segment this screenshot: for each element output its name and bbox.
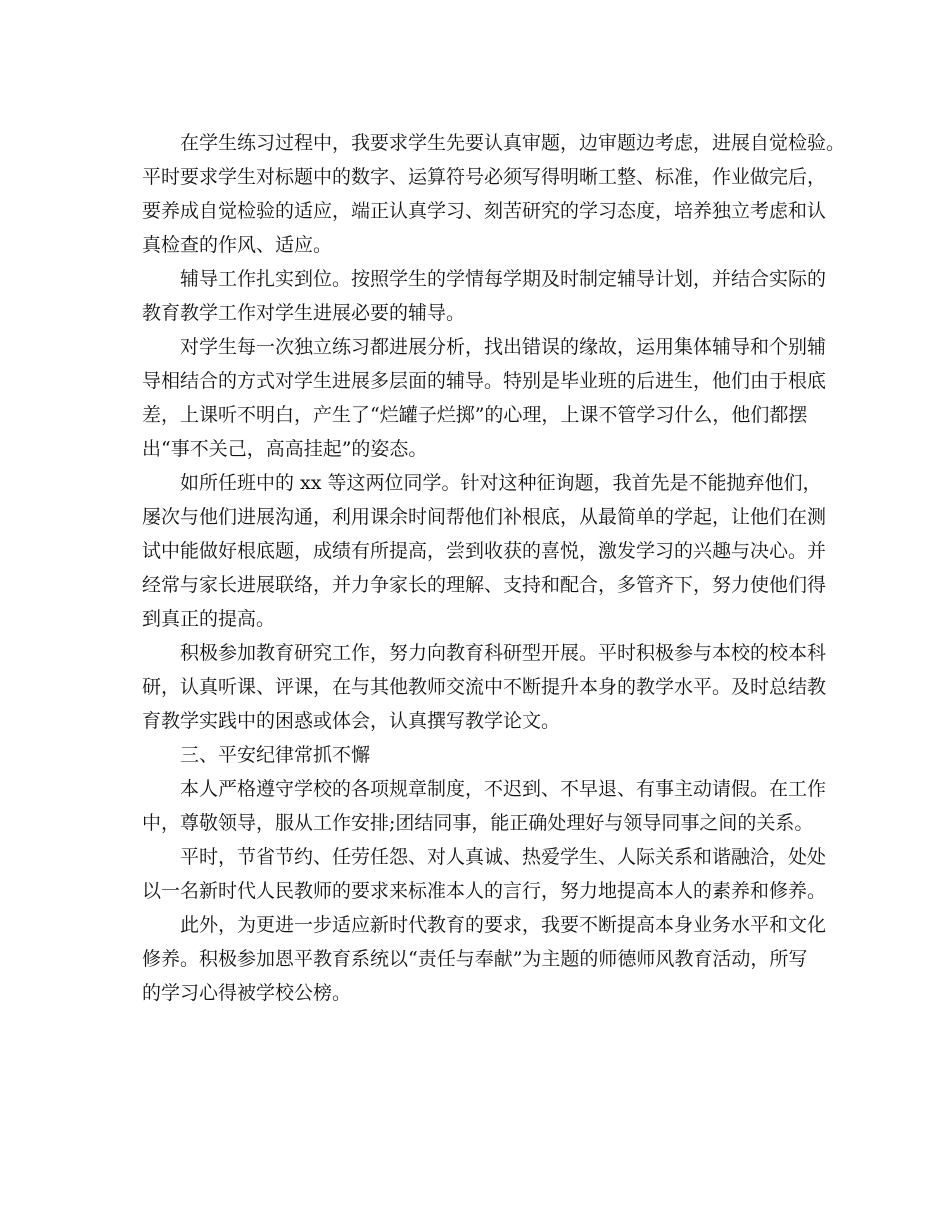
text-line: 的学习心得被学校公榜。 bbox=[142, 982, 352, 1004]
text-line: 对学生每一次独立练习都进展分析，找出错误的缘故，运用集体辅导和个别辅 bbox=[180, 336, 827, 358]
text-line: 差，上课听不明白，产生了“烂罐子烂掷”的心理，上课不管学习什么，他们都摆 bbox=[142, 404, 808, 426]
text-line: 育教学实践中的困惑或体会，认真撰写教学论文。 bbox=[142, 710, 561, 732]
text-line: 积极参加教育研究工作，努力向教育科研型开展。平时积极参与本校的校本科 bbox=[180, 642, 827, 664]
text-line: 要养成自觉检验的适应，端正认真学习、刻苦研究的学习态度，培养独立考虑和认 bbox=[142, 200, 827, 222]
text-line: 修养。积极参加恩平教育系统以“责任与奉献”为主题的师德师风教育活动，所写 bbox=[142, 948, 808, 970]
text-line: 真检查的作风、适应。 bbox=[142, 234, 333, 256]
text-line: 如所任班中的 xx 等这两位同学。针对这种征询题，我首先是不能抛弃他们， bbox=[180, 472, 822, 494]
text-line: 到真正的提高。 bbox=[142, 608, 276, 630]
text-line: 三、平安纪律常抓不懈 bbox=[180, 744, 371, 766]
document-body bbox=[142, 126, 846, 1010]
text-line: 平时要求学生对标题中的数字、运算符号必须写得明晰工整、标准，作业做完后， bbox=[142, 166, 827, 188]
text-line: 试中能做好根底题，成绩有所提高，尝到收获的喜悦，激发学习的兴趣与决心。并 bbox=[142, 540, 827, 562]
text-line: 辅导工作扎实到位。按照学生的学情每学期及时制定辅导计划，并结合实际的 bbox=[180, 268, 827, 290]
text-line: 在学生练习过程中，我要求学生先要认真审题，边审题边考虑，进展自觉检验。 bbox=[180, 132, 846, 154]
text-line: 经常与家长进展联络，并力争家长的理解、支持和配合，多管齐下，努力使他们得 bbox=[142, 574, 827, 596]
text-line: 屡次与他们进展沟通，利用课余时间帮他们补根底，从最简单的学起，让他们在测 bbox=[142, 506, 827, 528]
text-line: 本人严格遵守学校的各项规章制度，不迟到、不早退、有事主动请假。在工作 bbox=[180, 778, 827, 800]
text-line: 此外，为更进一步适应新时代教育的要求，我要不断提高本身业务水平和文化 bbox=[180, 914, 827, 936]
text-line: 平时，节省节约、任劳任怨、对人真诚、热爱学生、人际关系和谐融洽，处处 bbox=[180, 846, 827, 868]
text-line: 研，认真听课、评课，在与其他教师交流中不断提升本身的教学水平。及时总结教 bbox=[142, 676, 827, 698]
text-line: 以一名新时代人民教师的要求来标准本人的言行，努力地提高本人的素养和修养。 bbox=[142, 880, 827, 902]
text-line: 出“事不关己，高高挂起”的姿态。 bbox=[142, 438, 428, 460]
text-line: 中，尊敬领导，服从工作安排;团结同事，能正确处理好与领导同事之间的关系。 bbox=[142, 812, 814, 834]
text-line: 导相结合的方式对学生进展多层面的辅导。特别是毕业班的后进生，他们由于根底 bbox=[142, 370, 827, 392]
text-line: 教育教学工作对学生进展必要的辅导。 bbox=[142, 302, 466, 324]
